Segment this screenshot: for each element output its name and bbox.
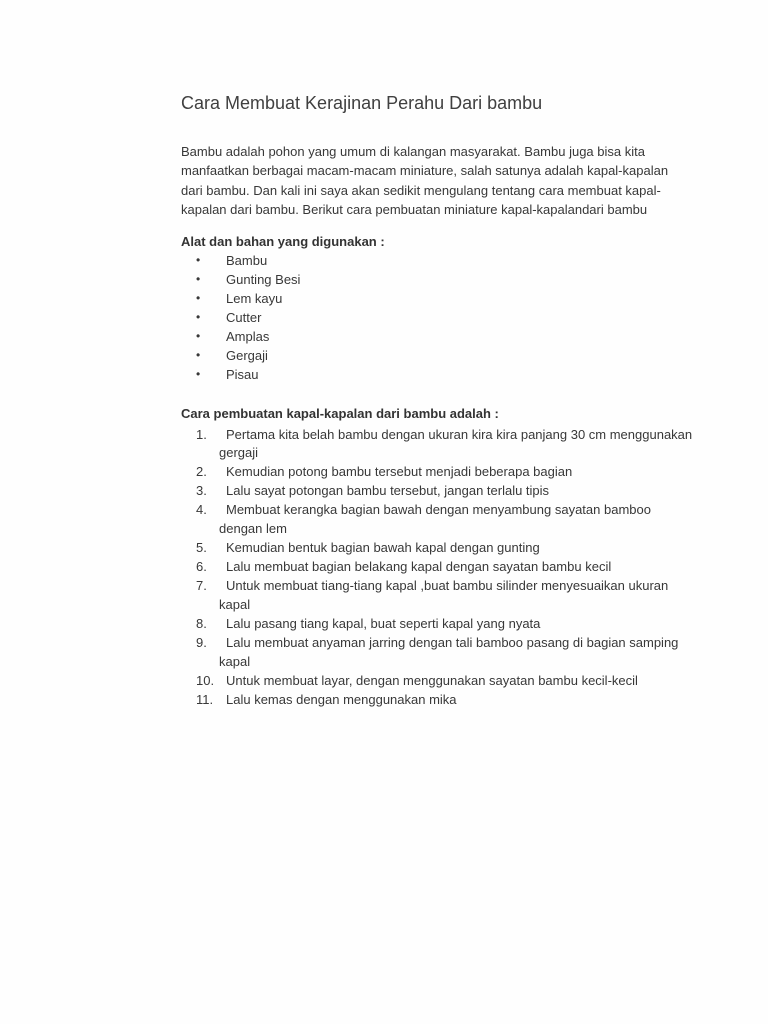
tools-section: [181, 232, 385, 384]
steps-heading: Cara pembuatan kapal-kapalan dari bambu adalah :: [181, 406, 499, 421]
step-item: [181, 501, 741, 539]
step-text-line: Untuk membuat layar, dengan menggunakan sayatan bambu kecil-kecil: [226, 672, 638, 688]
step-text-line: Lalu membuat bagian belakang kapal dengan sayatan bambu kecil: [226, 559, 612, 575]
step-item: [181, 672, 741, 691]
tool-item: [181, 251, 385, 270]
step-number: 6.: [196, 559, 207, 575]
tool-item-label: Bambu: [226, 253, 268, 268]
step-item: [181, 615, 741, 634]
tool-item-label: Gergaji: [226, 348, 268, 363]
tool-item-label: Cutter: [226, 310, 262, 325]
intro-line: manfaatkan berbagai macam-macam miniature, salah satunya adalah kapal-kapalan: [181, 163, 669, 179]
step-number: 7.: [196, 578, 207, 593]
step-number: 2.: [196, 464, 207, 480]
bullet-marker: •: [196, 348, 201, 362]
tool-item: [181, 270, 385, 289]
bullet-marker: •: [196, 272, 201, 286]
bullet-marker: •: [196, 310, 201, 324]
step-item: [181, 482, 741, 501]
tool-item: [181, 289, 385, 308]
tool-item-label: Pisau: [226, 367, 259, 382]
step-text-line: kapal: [219, 596, 251, 612]
step-item: [181, 539, 741, 558]
tool-item-label: Lem kayu: [226, 291, 283, 306]
tool-item: [181, 327, 385, 346]
step-text-line: Pertama kita belah bambu dengan ukuran kira kira panjang 30 cm menggunakan: [226, 426, 693, 442]
step-item: [181, 463, 741, 482]
step-text-line: Lalu membuat anyaman jarring dengan tali bamboo pasang di bagian samping: [226, 634, 679, 650]
tool-item: [181, 308, 385, 327]
bullet-marker: •: [196, 367, 201, 381]
step-item: [181, 691, 741, 710]
steps-list: [181, 426, 741, 710]
step-number: 3.: [196, 483, 207, 499]
step-text-line: Membuat kerangka bagian bawah dengan menyambung sayatan bamboo: [226, 502, 651, 518]
step-text-line: Kemudian bentuk bagian bawah kapal dengan gunting: [226, 540, 540, 556]
bullet-marker: •: [196, 291, 201, 305]
document-title: Cara Membuat Kerajinan Perahu Dari bambu: [181, 93, 543, 113]
tools-list: [181, 251, 385, 384]
bullet-marker: •: [196, 329, 201, 343]
step-item: [181, 558, 741, 577]
step-number: 9.: [196, 634, 207, 650]
step-number: 4.: [196, 502, 207, 518]
bullet-marker: •: [196, 253, 201, 267]
step-item: [181, 634, 741, 672]
step-number: 10.: [196, 672, 215, 688]
step-text-line: kapal: [219, 653, 251, 669]
step-item: [181, 426, 741, 464]
step-text-line: Kemudian potong bambu tersebut menjadi beberapa bagian: [226, 464, 573, 480]
step-number: 8.: [196, 615, 207, 631]
tool-item: [181, 346, 385, 365]
step-text-line: Lalu sayat potongan bambu tersebut, jangan terlalu tipis: [226, 483, 550, 499]
step-text-line: Lalu pasang tiang kapal, buat seperti kapal yang nyata: [226, 615, 541, 631]
intro-line: kapalan dari bambu. Berikut cara pembuatan miniature kapal-kapalandari bambu: [181, 202, 648, 218]
tool-item: [181, 365, 385, 384]
step-item: [181, 577, 741, 615]
intro-line: dari bambu. Dan kali ini saya akan sedikit mengulang tentang cara membuat kapal-: [181, 182, 661, 198]
step-number: 11.: [196, 691, 214, 707]
step-text-line: gergaji: [219, 445, 259, 461]
step-number: 5.: [196, 540, 207, 556]
tool-item-label: Amplas: [226, 329, 270, 344]
tools-heading: Alat dan bahan yang digunakan :: [181, 234, 385, 249]
intro-paragraph: [181, 142, 668, 220]
step-text-line: Lalu kemas dengan menggunakan mika: [226, 691, 457, 707]
step-text-line: Untuk membuat tiang-tiang kapal ,buat bambu silinder menyesuaikan ukuran: [226, 578, 669, 593]
step-text-line: dengan lem: [219, 521, 287, 537]
step-number: 1.: [196, 426, 207, 442]
tool-item-label: Gunting Besi: [226, 272, 301, 287]
intro-line: Bambu adalah pohon yang umum di kalangan masyarakat. Bambu juga bisa kita: [181, 144, 645, 159]
